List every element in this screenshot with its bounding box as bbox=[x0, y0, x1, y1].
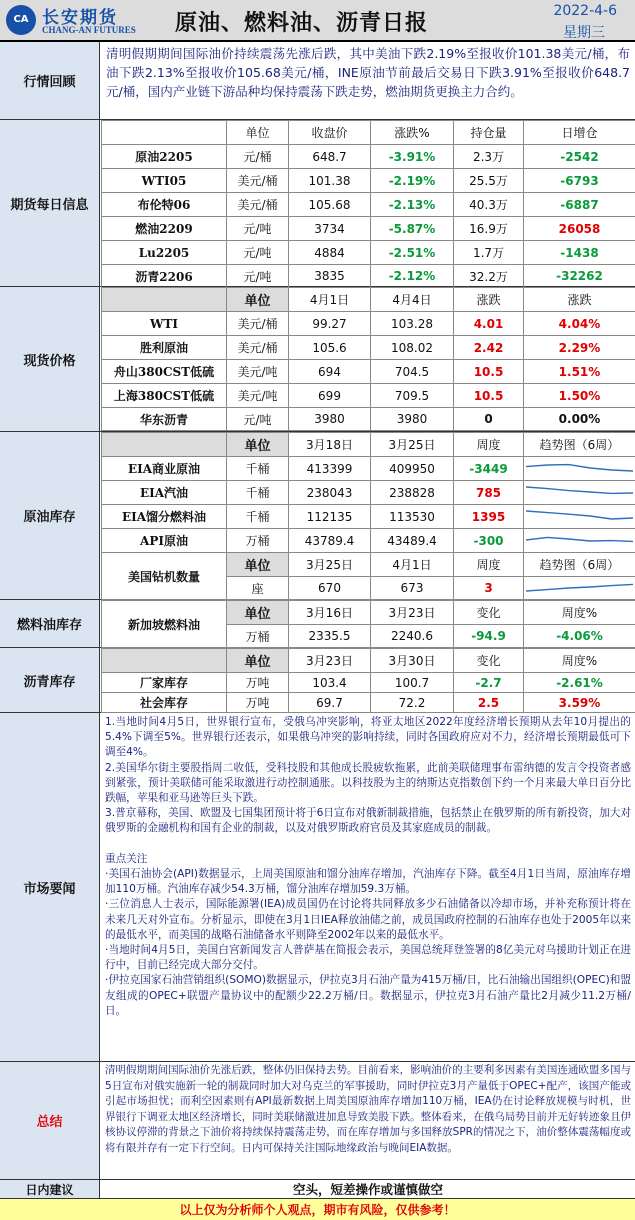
value-cell: 43489.4 bbox=[371, 529, 454, 553]
unit-cell: 万桶 bbox=[227, 625, 289, 648]
value-cell: 413399 bbox=[289, 457, 371, 481]
unit-cell: 千桶 bbox=[227, 457, 289, 481]
contract-name: 原油2205 bbox=[102, 145, 227, 169]
change-cell: -2.13% bbox=[371, 193, 454, 217]
unit-cell: 元/吨 bbox=[227, 265, 289, 288]
col-header: 单位 bbox=[227, 288, 289, 312]
close-cell: 648.7 bbox=[289, 145, 371, 169]
unit-cell: 千桶 bbox=[227, 481, 289, 505]
spot-table bbox=[101, 287, 635, 431]
change-cell: -300 bbox=[454, 529, 524, 553]
value-cell: 69.7 bbox=[289, 693, 371, 713]
sparkline-series bbox=[526, 537, 633, 541]
company-name-cn: 长安期货 bbox=[42, 8, 118, 28]
review-text: 清明假期期间国际油价持续震荡先涨后跌，其中美油下跌2.19%至报收价101.38美元/桶，布油下跌2.13%至报收价105.68美元/桶，INE原油节前最后交易日下跌3.91%至报收价648.7元/桶，国内产业链下游品种均保持震荡下跌走势，燃油期货更换主力合约。 bbox=[106, 46, 630, 99]
table-row bbox=[102, 312, 635, 336]
table-row bbox=[102, 336, 635, 360]
pct-cell: 1.51% bbox=[524, 360, 635, 384]
table-row bbox=[102, 505, 635, 529]
news-paragraph: ·当地时间4月5日，美国白宫新闻发言人普萨基在简报会表示，美国总统拜登签署的8亿美元对乌援助计划正在进行中，目前已经完成大部分交付。 bbox=[105, 944, 631, 972]
change-cell: 785 bbox=[454, 481, 524, 505]
col-header bbox=[102, 433, 227, 457]
col-header: 单位 bbox=[227, 601, 289, 625]
inventory-name: EIA馏分燃料油 bbox=[102, 505, 227, 529]
contract-name: 布伦特06 bbox=[102, 193, 227, 217]
col-header: 持仓量 bbox=[454, 121, 524, 145]
unit-cell: 元/桶 bbox=[227, 145, 289, 169]
close-cell: 101.38 bbox=[289, 169, 371, 193]
col-header: 3月16日 bbox=[289, 601, 371, 625]
advice-text: 空头，短差操作或谨慎做空 bbox=[292, 1182, 443, 1197]
news-section bbox=[0, 713, 635, 1062]
disclaimer-footer: 以上仅为分析师个人观点，期市有风险，仅供参考！ bbox=[0, 1198, 635, 1220]
sparkline-series bbox=[526, 464, 633, 470]
col-header: 周度% bbox=[524, 601, 635, 625]
change-cell: -3449 bbox=[454, 457, 524, 481]
col-header: 收盘价 bbox=[289, 121, 371, 145]
doi-cell: -1438 bbox=[524, 241, 635, 265]
company-name-en: CHANG-AN FUTURES bbox=[42, 25, 136, 35]
futures-label: 期货每日信息 bbox=[0, 120, 100, 286]
spot-section bbox=[0, 287, 635, 432]
oi-cell: 25.5万 bbox=[454, 169, 524, 193]
table-row bbox=[102, 384, 635, 408]
report-date: 2022-4-6 bbox=[553, 3, 617, 19]
table-row bbox=[102, 169, 635, 193]
contract-name: Lu2205 bbox=[102, 241, 227, 265]
contract-name: WTI05 bbox=[102, 169, 227, 193]
table-row bbox=[102, 481, 635, 505]
close-cell: 3835 bbox=[289, 265, 371, 288]
report-weekday: 星期三 bbox=[563, 25, 605, 41]
futures-table bbox=[101, 120, 635, 288]
value-cell: 238043 bbox=[289, 481, 371, 505]
unit-cell: 万桶 bbox=[227, 529, 289, 553]
col-header: 周度% bbox=[524, 649, 635, 673]
value-cell: 72.2 bbox=[371, 693, 454, 713]
pct-cell: 3.59% bbox=[524, 693, 635, 713]
asphalt-inventory-table bbox=[101, 648, 635, 713]
rig-count-name: 美国钻机数量 bbox=[102, 553, 227, 600]
review-label: 行情回顾 bbox=[0, 42, 100, 119]
crude-inventory-table bbox=[101, 432, 635, 600]
sparkline-series bbox=[526, 511, 633, 519]
price-cell: 3980 bbox=[289, 408, 371, 431]
col-header: 3月30日 bbox=[371, 649, 454, 673]
spot-name: 华东沥青 bbox=[102, 408, 227, 431]
asphalt-inventory-label: 沥青库存 bbox=[0, 648, 100, 712]
close-cell: 4884 bbox=[289, 241, 371, 265]
col-header: 趋势图（6周） bbox=[524, 433, 635, 457]
price-cell: 704.5 bbox=[371, 360, 454, 384]
news-label: 市场要闻 bbox=[0, 713, 100, 1061]
col-header bbox=[102, 649, 227, 673]
change-cell: 10.5 bbox=[454, 384, 524, 408]
inventory-name: 厂家库存 bbox=[102, 673, 227, 693]
spot-label: 现货价格 bbox=[0, 287, 100, 431]
unit-cell: 万吨 bbox=[227, 673, 289, 693]
pct-cell: 1.50% bbox=[524, 384, 635, 408]
review-section bbox=[0, 42, 635, 120]
col-header: 3月18日 bbox=[289, 433, 371, 457]
unit-cell: 元/吨 bbox=[227, 217, 289, 241]
rig-header-row bbox=[102, 553, 635, 577]
news-subheading: 重点关注 bbox=[105, 852, 148, 865]
unit-cell: 美元/桶 bbox=[227, 193, 289, 217]
change-cell: 1395 bbox=[454, 505, 524, 529]
doi-cell: -32262 bbox=[524, 265, 635, 288]
value-cell: 112135 bbox=[289, 505, 371, 529]
col-header: 3月25日 bbox=[289, 553, 371, 577]
change-cell: -2.51% bbox=[371, 241, 454, 265]
pct-cell: -4.06% bbox=[524, 625, 635, 648]
trend-sparkline bbox=[526, 459, 633, 479]
oi-cell: 2.3万 bbox=[454, 145, 524, 169]
unit-cell: 万吨 bbox=[227, 693, 289, 713]
inventory-name: 新加坡燃料油 bbox=[102, 601, 227, 648]
col-header: 4月1日 bbox=[289, 288, 371, 312]
news-paragraph: 2.美国华尔街主要股指周二收低，受科技股和其他成长股疲软拖累，此前美联储理事布雷纳德的发言令投资者感到紧张，预计美联储可能采取激进行动控制通胀。以科技股为主的纳斯达克指数创下约一个月来最大单日百分比跌幅，苹果和亚马逊等巨头下跌。 bbox=[105, 761, 631, 805]
doi-cell: -6887 bbox=[524, 193, 635, 217]
pct-cell: 2.29% bbox=[524, 336, 635, 360]
table-row bbox=[102, 241, 635, 265]
unit-cell: 美元/吨 bbox=[227, 360, 289, 384]
change-cell: 4.01 bbox=[454, 312, 524, 336]
spot-header-row bbox=[102, 288, 635, 312]
col-header: 涨跌 bbox=[524, 288, 635, 312]
inventory-name: EIA汽油 bbox=[102, 481, 227, 505]
change-cell: -2.7 bbox=[454, 673, 524, 693]
trend-cell bbox=[524, 481, 635, 505]
table-row bbox=[102, 693, 635, 713]
trend-sparkline bbox=[526, 507, 633, 527]
fuel-inventory-section bbox=[0, 600, 635, 648]
inventory-name: API原油 bbox=[102, 529, 227, 553]
value-cell: 113530 bbox=[371, 505, 454, 529]
unit-cell: 元/吨 bbox=[227, 241, 289, 265]
inventory-name: EIA商业原油 bbox=[102, 457, 227, 481]
oi-cell: 40.3万 bbox=[454, 193, 524, 217]
news-paragraph: 1.当地时间4月5日，世界银行宣布，受俄乌冲突影响，将亚太地区2022年度经济增长预期从去年10月提出的5.4%下调至5%。世界银行还表示，如果俄乌冲突的影响持续，同时各国政府应对不力，经济增长预期最低可下调至4%。 bbox=[105, 716, 631, 759]
col-header: 3月23日 bbox=[371, 601, 454, 625]
unit-cell: 座 bbox=[227, 577, 289, 600]
trend-cell bbox=[524, 457, 635, 481]
crude-inventory-section bbox=[0, 432, 635, 600]
trend-sparkline bbox=[526, 483, 633, 503]
table-row bbox=[102, 145, 635, 169]
crude-header-row bbox=[102, 433, 635, 457]
oi-cell: 32.2万 bbox=[454, 265, 524, 288]
table-row bbox=[102, 408, 635, 431]
news-paragraph: ·三位消息人士表示，国际能源署(IEA)成员国仍在讨论将共同释放多少石油储备以冷却市场，并补充称预计将在未来几天对外宣布。分析显示，即使在3月1日IEA释放油储之前，成员国政府控制的石油库存也处于2005年以来的最低水平，而美国的战略石油储备水平则降至2002年以来的最低水平。 bbox=[105, 898, 631, 941]
col-header: 涨跌% bbox=[371, 121, 454, 145]
sparkline-series bbox=[526, 487, 633, 493]
col-header: 周度 bbox=[454, 433, 524, 457]
spot-name: WTI bbox=[102, 312, 227, 336]
pct-cell: -2.61% bbox=[524, 673, 635, 693]
contract-name: 燃油2209 bbox=[102, 217, 227, 241]
value-cell: 409950 bbox=[371, 457, 454, 481]
price-cell: 709.5 bbox=[371, 384, 454, 408]
col-header: 变化 bbox=[454, 649, 524, 673]
asphalt-header-row bbox=[102, 649, 635, 673]
col-header: 单位 bbox=[227, 121, 289, 145]
col-header: 4月1日 bbox=[371, 553, 454, 577]
futures-section bbox=[0, 120, 635, 287]
trend-cell bbox=[524, 505, 635, 529]
value-cell: 2240.6 bbox=[371, 625, 454, 648]
trend-cell bbox=[524, 529, 635, 553]
price-cell: 103.28 bbox=[371, 312, 454, 336]
table-row bbox=[102, 673, 635, 693]
col-header: 3月25日 bbox=[371, 433, 454, 457]
unit-cell: 美元/桶 bbox=[227, 169, 289, 193]
spot-name: 上海380CST低硫 bbox=[102, 384, 227, 408]
table-row bbox=[102, 193, 635, 217]
spot-name: 胜利原油 bbox=[102, 336, 227, 360]
value-cell: 100.7 bbox=[371, 673, 454, 693]
change-cell: -5.87% bbox=[371, 217, 454, 241]
oi-cell: 1.7万 bbox=[454, 241, 524, 265]
contract-name: 沥青2206 bbox=[102, 265, 227, 288]
price-cell: 699 bbox=[289, 384, 371, 408]
col-header: 3月23日 bbox=[289, 649, 371, 673]
change-cell: -3.91% bbox=[371, 145, 454, 169]
unit-cell: 元/吨 bbox=[227, 408, 289, 431]
news-spacer bbox=[105, 837, 631, 852]
col-header bbox=[102, 121, 227, 145]
doi-cell: 26058 bbox=[524, 217, 635, 241]
value-cell: 670 bbox=[289, 577, 371, 600]
value-cell: 2335.5 bbox=[289, 625, 371, 648]
value-cell: 103.4 bbox=[289, 673, 371, 693]
price-cell: 105.6 bbox=[289, 336, 371, 360]
futures-header-row bbox=[102, 121, 635, 145]
change-cell: -94.9 bbox=[454, 625, 524, 648]
summary-text: 清明假期期间国际油价先涨后跌，整体仍旧保持去势。目前看来，影响油价的主要利多因素有美国连通欧盟多国与5日宣布对俄实施新一轮的制裁同时加大对乌克兰的军事援助，同时伊拉克3月产量低于OPEC+配产，该国产能或引起市场担忧；而利空因素则有API最新数据上周美国原油库存增加110万桶，IEA仍在讨论释放规模与时机，世界银行下调亚太地区经济增长，同时美联储激进加息导致美股下跌。整体看来，在俄乌局势目前并无好转迹象且伊核协议停滞的背景之下油价将持续保持震荡走势，而在库存增加与多国释放SPR的情况之下，油价整体震荡幅度或将有限并存有一定下行空间。日内可保持关注国际地缘政治与晚间EIA数据。 bbox=[105, 1064, 631, 1154]
col-header: 单位 bbox=[227, 649, 289, 673]
news-paragraph: ·伊拉克国家石油营销组织(SOMO)数据显示，伊拉克3月石油产量为415万桶/日，比石油输出国组织(OPEC)和盟友组成的OPEC+联盟产量协议中的配额少22.2万桶/日。数据显示，伊拉克3月石油产量比2月减少11.2万桶/日。 bbox=[105, 974, 631, 1017]
pct-cell: 0.00% bbox=[524, 408, 635, 431]
col-header bbox=[102, 288, 227, 312]
summary-section bbox=[0, 1062, 635, 1180]
col-header: 周度 bbox=[454, 553, 524, 577]
col-header: 趋势图（6周） bbox=[524, 553, 635, 577]
trend-sparkline bbox=[526, 531, 633, 551]
value-cell: 43789.4 bbox=[289, 529, 371, 553]
table-row bbox=[102, 265, 635, 288]
fuel-inventory-label: 燃料油库存 bbox=[0, 600, 100, 647]
table-row bbox=[102, 360, 635, 384]
change-cell: 10.5 bbox=[454, 360, 524, 384]
table-row bbox=[102, 529, 635, 553]
summary-label: 总结 bbox=[0, 1062, 100, 1179]
col-header: 变化 bbox=[454, 601, 524, 625]
col-header: 涨跌 bbox=[454, 288, 524, 312]
table-row bbox=[102, 457, 635, 481]
price-cell: 99.27 bbox=[289, 312, 371, 336]
unit-cell: 美元/吨 bbox=[227, 384, 289, 408]
price-cell: 108.02 bbox=[371, 336, 454, 360]
asphalt-inventory-section bbox=[0, 648, 635, 713]
spot-name: 舟山380CST低硫 bbox=[102, 360, 227, 384]
news-paragraph: 3.普京幕称，美国、欧盟及七国集团预计将于6日宣布对俄新制裁措施，包括禁止在俄罗斯的所有新投资，加大对俄罗斯的金融机构和国有企业的制裁，以及对俄罗斯政府官员及其家庭成员的制裁。 bbox=[105, 807, 631, 835]
change-cell: -2.19% bbox=[371, 169, 454, 193]
doi-cell: -6793 bbox=[524, 169, 635, 193]
unit-cell: 美元/桶 bbox=[227, 312, 289, 336]
advice-label: 日内建议 bbox=[0, 1180, 100, 1198]
news-body bbox=[101, 713, 635, 1061]
col-header: 4月4日 bbox=[371, 288, 454, 312]
price-cell: 694 bbox=[289, 360, 371, 384]
report-header bbox=[0, 0, 635, 42]
doi-cell: -2542 bbox=[524, 145, 635, 169]
report-title: 原油、燃料油、沥青日报 bbox=[175, 11, 429, 36]
table-row bbox=[102, 217, 635, 241]
price-cell: 3980 bbox=[371, 408, 454, 431]
change-cell: 2.42 bbox=[454, 336, 524, 360]
value-cell: 238828 bbox=[371, 481, 454, 505]
close-cell: 3734 bbox=[289, 217, 371, 241]
trend-sparkline bbox=[526, 578, 633, 598]
company-logo-icon: CA bbox=[6, 5, 36, 35]
col-header: 日增仓 bbox=[524, 121, 635, 145]
pct-cell: 4.04% bbox=[524, 312, 635, 336]
unit-cell: 千桶 bbox=[227, 505, 289, 529]
unit-cell: 美元/桶 bbox=[227, 336, 289, 360]
fuel-inventory-table bbox=[101, 600, 635, 648]
change-cell: 2.5 bbox=[454, 693, 524, 713]
sparkline-series bbox=[526, 584, 633, 591]
col-header: 单位 bbox=[227, 553, 289, 577]
close-cell: 105.68 bbox=[289, 193, 371, 217]
col-header: 单位 bbox=[227, 433, 289, 457]
change-cell: 0 bbox=[454, 408, 524, 431]
value-cell: 673 bbox=[371, 577, 454, 600]
change-cell: 3 bbox=[454, 577, 524, 600]
oi-cell: 16.9万 bbox=[454, 217, 524, 241]
trend-cell bbox=[524, 577, 635, 600]
crude-inventory-label: 原油库存 bbox=[0, 432, 100, 599]
change-cell: -2.12% bbox=[371, 265, 454, 288]
inventory-name: 社会库存 bbox=[102, 693, 227, 713]
advice-section bbox=[0, 1180, 635, 1198]
fuel-header-row bbox=[102, 601, 635, 625]
news-paragraph: ·美国石油协会(API)数据显示，上周美国原油和馏分油库存增加，汽油库存下降。截至4月1日当周，原油库存增加110万桶。汽油库存减少54.3万桶，馏分油库存增加59.3万桶。 bbox=[105, 868, 631, 896]
